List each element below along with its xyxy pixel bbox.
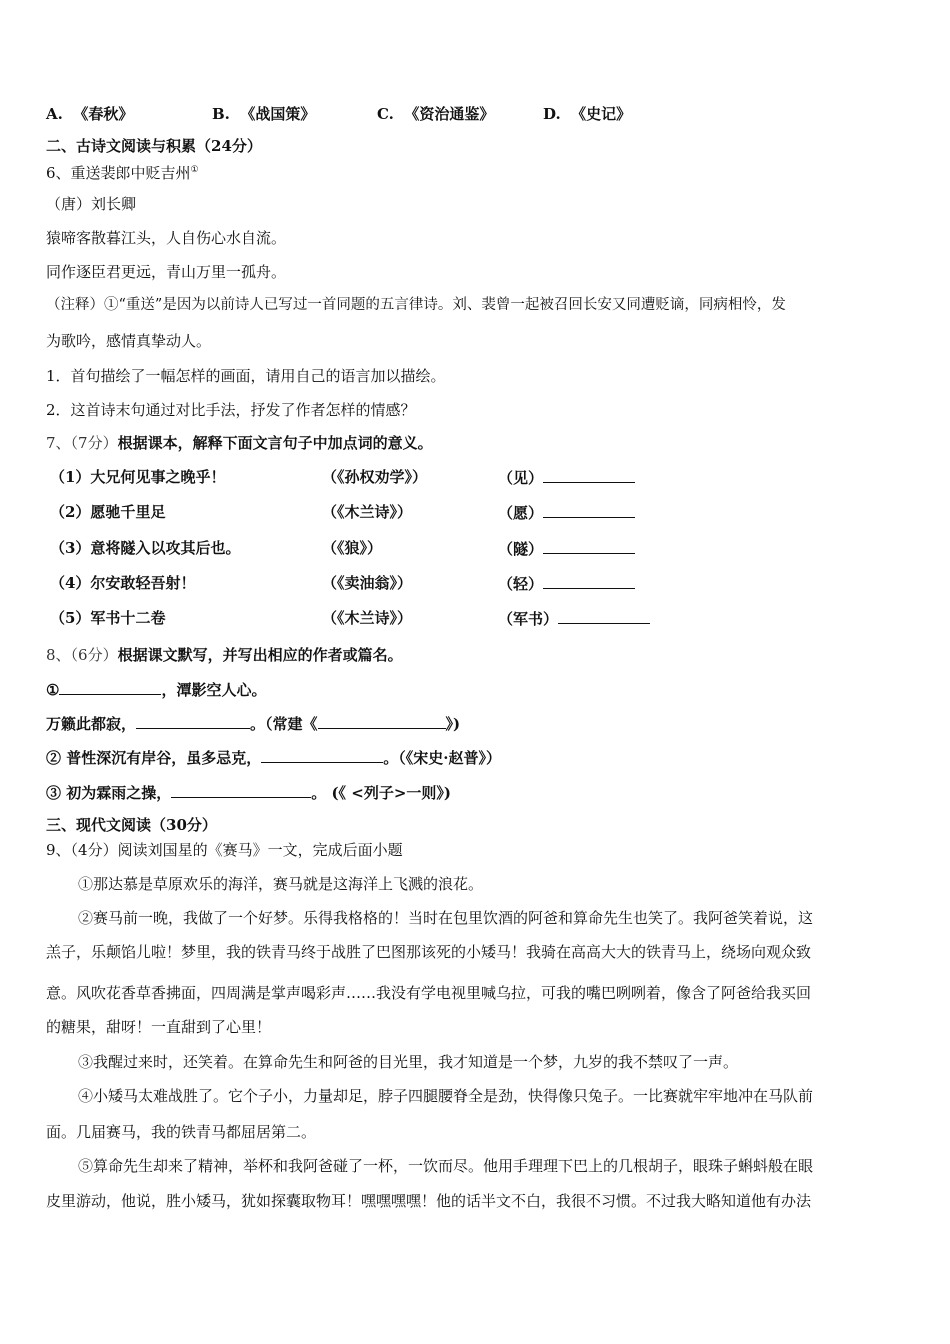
line-text: ，潭影空人心。 [161, 681, 267, 699]
q7-source: （《狼》） [322, 539, 383, 557]
answer-blank[interactable] [543, 467, 635, 483]
answer-blank[interactable] [543, 502, 635, 518]
q7-answer [498, 573, 635, 594]
option-letter: B. [212, 105, 230, 123]
q7-source: （《卖油翁》） [322, 574, 413, 592]
answer-blank[interactable] [261, 747, 383, 763]
answer-blank[interactable] [558, 608, 650, 624]
q7-word: （军书） [498, 610, 559, 628]
q7-source: （《木兰诗》） [322, 503, 413, 521]
option-text: 《资治通鉴》 [404, 105, 495, 123]
q7-source: （《木兰诗》） [322, 609, 413, 627]
q8-line-1 [46, 679, 266, 700]
answer-blank[interactable] [543, 573, 635, 589]
q8-line-3 [46, 747, 501, 768]
question: 2．这首诗末句通过对比手法，抒发了作者怎样的情感？ [46, 401, 416, 419]
question-instruction: 根据课本，解释下面文言句子中加点词的意义。 [117, 434, 433, 452]
line-text: 。（《宋史·赵普》） [383, 749, 501, 767]
poem-line: 猿啼客散暮江头，人自伤心水自流。 [46, 229, 287, 247]
q7-answer [498, 502, 635, 523]
q8-line-2 [46, 713, 460, 734]
q7-answer [498, 467, 635, 488]
option-a [46, 103, 133, 124]
paragraph-line: 羔子，乐颠馅儿啦！梦里，我的铁青马终于战胜了巴图那该死的小矮马！我骑在高高大大的铁青马上，绕场向观众致 [46, 943, 812, 961]
answer-blank[interactable] [136, 713, 250, 729]
q9-intro: 9、（4分）阅读刘国星的《赛马》一文，完成后面小题 [46, 841, 403, 859]
poem-note: （注释）①“重送”是因为以前诗人已写过一首同题的五言律诗。刘、裴曾一起被召回长安又同遭贬谪，同病相怜，发 [46, 297, 786, 313]
paragraph-line: ④小矮马太难战胜了。它个子小，力量却足，脖子四腿腰脊全是劲，快得像只兔子。一比赛就牢牢地冲在马队前 [78, 1087, 814, 1105]
q7-word: （愿） [498, 504, 544, 522]
q7-heading [46, 433, 433, 453]
paragraph-line: ③我醒过来时，还笑着。在算命先生和阿爸的目光里，我才知道是一个梦，九岁的我不禁叹了一声。 [78, 1053, 739, 1071]
line-text: 。 (《 <列子>一则》) [311, 784, 452, 802]
answer-blank[interactable] [59, 679, 161, 695]
q7-source: （《孙权劝学》） [322, 468, 428, 486]
q7-answer [498, 538, 635, 559]
paragraph-line: 意。风吹花香草香拂面，四周满是掌声喝彩声……我没有学电视里喊乌拉，可我的嘴巴咧咧着，像含了阿爸给我买回 [46, 984, 812, 1002]
option-letter: C. [377, 105, 394, 123]
line-text: 》) [445, 715, 461, 733]
option-text: 《战国策》 [240, 105, 316, 123]
q7-sentence: （1）大兄何见事之晚乎！ [50, 468, 226, 486]
q7-word: （轻） [498, 575, 544, 593]
paragraph-line: ②赛马前一晚，我做了一个好梦。乐得我格格的！当时在包里饮酒的阿爸和算命先生也笑了。我阿爸笑着说，这 [78, 909, 814, 927]
line-text: ② 普性深沉有岸谷，虽多忌克， [46, 749, 262, 767]
paragraph-line: 面。几届赛马，我的铁青马都屈居第二。 [46, 1123, 317, 1141]
option-text: 《史记》 [571, 105, 632, 123]
option-letter: A. [46, 105, 63, 123]
option-text: 《春秋》 [73, 105, 134, 123]
poem-line: 同作逐臣君更远，青山万里一孤舟。 [46, 263, 287, 281]
poem-note: 为歌吟，感情真挚动人。 [46, 332, 212, 350]
q7-sentence: （4）尔安敢轻吾射！ [50, 574, 196, 592]
circle-mark: ① [46, 681, 60, 699]
title-blank[interactable] [318, 713, 446, 729]
paragraph-line: ①那达慕是草原欢乐的海洋，赛马就是这海洋上飞溅的浪花。 [78, 875, 484, 893]
question: 1．首句描绘了一幅怎样的画面，请用自己的语言加以描绘。 [46, 367, 446, 385]
q8-heading [46, 645, 403, 665]
q7-sentence: （2）愿驰千里足 [50, 503, 166, 521]
section-heading: 三、现代文阅读（30分） [46, 816, 217, 834]
line-text: 万籁此都寂， [46, 715, 137, 733]
q7-word: （隧） [498, 540, 544, 558]
q7-answer [498, 608, 650, 629]
answer-blank[interactable] [171, 782, 311, 798]
poem-title-text: 6、重送裴郎中贬吉州 [46, 164, 191, 182]
line-text: ③ 初为霖雨之操， [46, 784, 172, 802]
answer-blank[interactable] [543, 538, 635, 554]
poem-title [46, 160, 199, 183]
option-c [377, 103, 494, 124]
option-d [543, 103, 631, 124]
question-number: 8、（6分） [46, 646, 118, 664]
poem-author: （唐）刘长卿 [46, 195, 137, 213]
note-mark: ① [190, 165, 199, 175]
paragraph-line: 皮里游动，他说，胜小矮马，犹如探囊取物耳！嘿嘿嘿嘿！他的话半文不白，我很不习惯。不过我大略知道他有办法 [46, 1192, 812, 1210]
q8-line-4 [46, 782, 451, 803]
q7-word: （见） [498, 469, 544, 487]
q7-sentence: （5）军书十二卷 [50, 609, 166, 627]
line-text: 。（常建《 [250, 715, 318, 733]
paragraph-line: ⑤算命先生却来了精神，举杯和我阿爸碰了一杯，一饮而尽。他用手理理下巴上的几根胡子，眼珠子蝌蚪般在眼 [78, 1157, 814, 1175]
option-b [212, 103, 315, 124]
q7-sentence: （3）意将隧入以攻其后也。 [50, 539, 241, 557]
paragraph-line: 的糖果，甜呀！一直甜到了心里！ [46, 1018, 272, 1036]
option-letter: D. [543, 105, 561, 123]
question-instruction: 根据课文默写，并写出相应的作者或篇名。 [117, 646, 403, 664]
question-number: 7、（7分） [46, 434, 118, 452]
section-heading: 二、古诗文阅读与积累（24分） [46, 137, 262, 155]
